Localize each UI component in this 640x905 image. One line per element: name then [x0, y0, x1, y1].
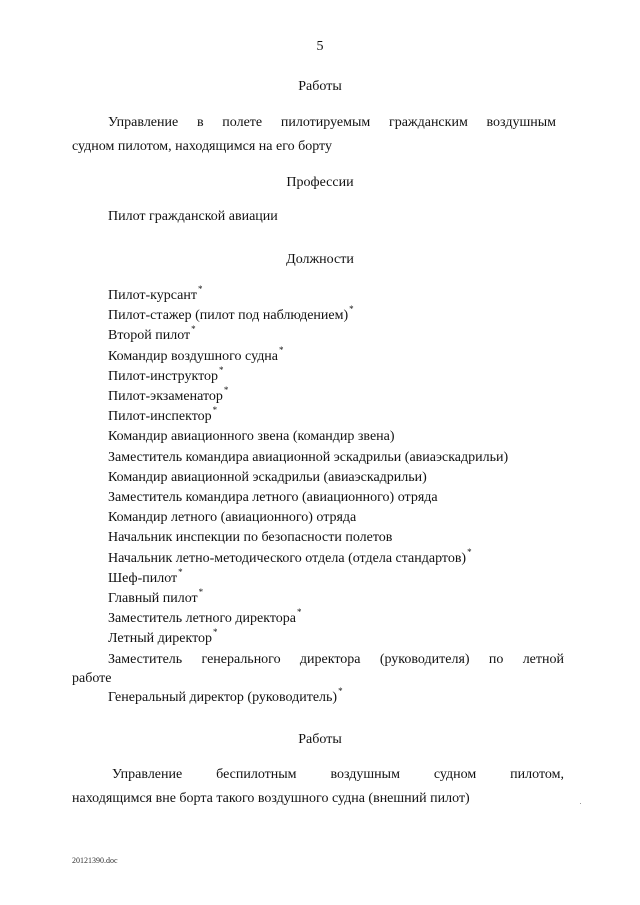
position-item — [72, 528, 564, 548]
footnote-mark: * — [296, 607, 302, 618]
position-text: Летный директор — [108, 631, 213, 647]
scan-mark — [580, 803, 581, 804]
footnote-mark: * — [178, 566, 183, 577]
position-item — [72, 589, 564, 609]
position-item — [72, 387, 564, 407]
position-item — [72, 468, 564, 488]
position-text: Командир воздушного судна — [108, 348, 279, 364]
positions-list — [72, 286, 564, 708]
paragraph-line: Управление в полете пилотируемым гражданским воздушным — [108, 115, 556, 130]
paragraph-line: судном пилотом, находящимся на его борту — [72, 139, 332, 154]
footnote-mark: * — [338, 686, 343, 697]
position-item — [72, 629, 564, 649]
position-text: Пилот-инспектор — [108, 409, 212, 425]
position-text: Шеф-пилот — [108, 570, 178, 586]
footnote-mark: * — [219, 364, 224, 375]
position-item — [72, 407, 564, 427]
position-item — [72, 546, 564, 569]
position-text: Пилот-инструктор — [108, 368, 219, 384]
position-text: Второй пилот — [108, 328, 191, 344]
paragraph-line: находящимся вне борта такого воздушного судна (внешний пилот) — [72, 791, 470, 806]
position-text: Генеральный директор (руководитель) — [108, 690, 338, 706]
position-text: Пилот-курсант — [108, 288, 197, 303]
position-item — [72, 364, 564, 387]
paragraph-line: Управление беспилотным воздушным судном пилотом, — [112, 767, 564, 782]
footnote-mark: * — [467, 546, 472, 557]
position-text: Заместитель летного директора — [108, 611, 296, 627]
footnote-mark: * — [223, 385, 229, 396]
position-item — [72, 326, 564, 346]
footnote-mark: * — [191, 324, 196, 335]
heading-works: Работы — [298, 79, 342, 94]
position-item — [72, 650, 564, 688]
footnote-mark: * — [213, 627, 218, 638]
heading-professions: Профессии — [286, 175, 354, 190]
position-text: Командир летного (авиационного) отряда — [108, 510, 357, 526]
page-number: 5 — [316, 39, 324, 54]
footnote-mark: * — [279, 344, 284, 355]
position-text: Командир авиационного звена (командир звена) — [108, 429, 395, 445]
position-text: Командир авиационной эскадрильи (авиаэскадрильи) — [108, 469, 427, 485]
paragraph-external-pilot — [72, 763, 564, 811]
position-item — [72, 508, 564, 528]
position-item — [72, 286, 564, 306]
position-item — [72, 306, 564, 326]
position-text: Начальник летно-методического отдела (отдела стандартов) — [108, 550, 467, 566]
position-text: работе — [72, 670, 112, 686]
profession-item: Пилот гражданской авиации — [108, 209, 278, 224]
heading-works: Работы — [298, 732, 342, 747]
position-text: Пилот-экзаменатор — [108, 389, 223, 405]
position-text: Главный пилот — [108, 591, 198, 607]
position-text: Пилот-стажер (пилот под наблюдением) — [108, 308, 349, 324]
footnote-mark: * — [198, 284, 203, 294]
footnote-mark: * — [349, 304, 354, 315]
position-item — [72, 488, 564, 508]
heading-positions: Должности — [286, 252, 354, 267]
position-text: Заместитель командира летного (авиационного) отряда — [108, 490, 438, 506]
position-text: Заместитель командира авиационной эскадрильи (авиаэскадрильи) — [108, 449, 509, 465]
position-item — [72, 566, 564, 589]
position-item — [72, 427, 564, 447]
footnote-mark: * — [212, 405, 218, 416]
paragraph-works-description — [72, 111, 556, 159]
position-text: Начальник инспекции по безопасности полетов — [108, 530, 393, 546]
position-item — [72, 609, 564, 629]
position-item — [72, 448, 564, 468]
position-item — [72, 344, 564, 367]
position-item — [72, 688, 564, 708]
file-code: 20121390.doc — [72, 856, 118, 865]
footnote-mark: * — [198, 587, 204, 598]
position-text: Заместитель генерального директора (руководителя) по летной — [108, 651, 564, 667]
